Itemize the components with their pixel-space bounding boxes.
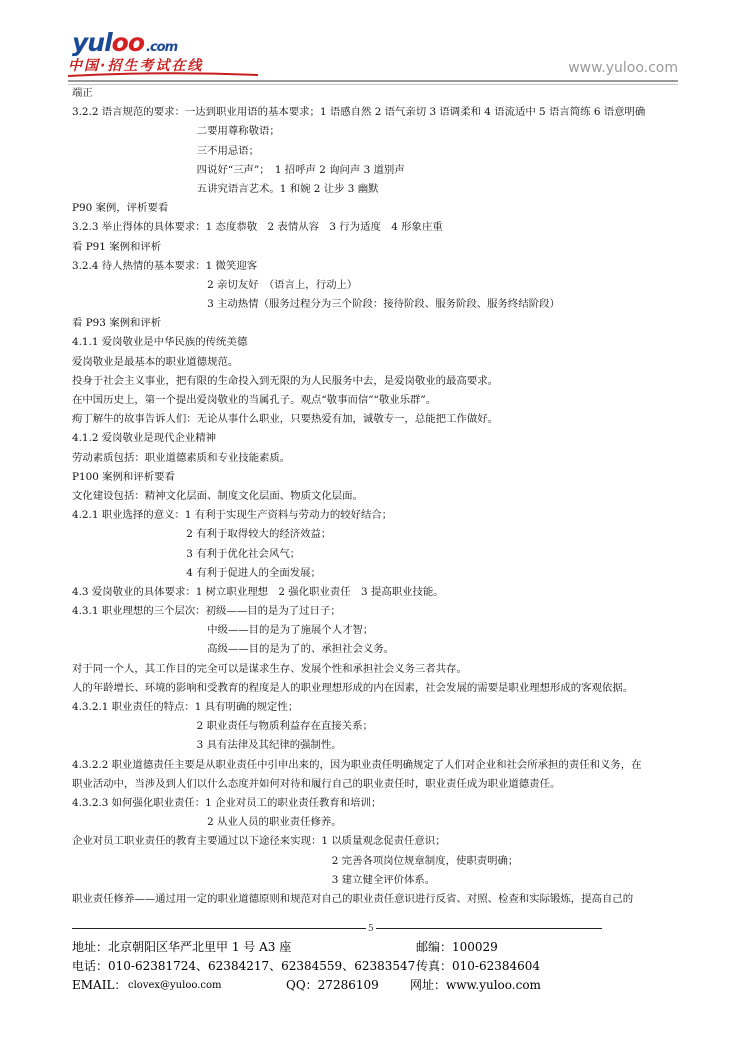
text-line: 4.3.1 职业理想的三个层次：初级——目的是为了过日子； (72, 605, 341, 618)
text-line: 3.2.4 待人热情的基本要求：1 微笑迎客 (72, 259, 258, 272)
text-line: 痀丁解牛的故事告诉人们：无论从事什么职业，只要热爱有加，诚敬专一，总能把工作做好。 (72, 413, 499, 426)
text-line: 五讲究语言艺术。1 和婉 2 让步 3 幽默 (72, 182, 379, 195)
header-divider (68, 80, 678, 82)
document-body (72, 84, 682, 909)
text-line: P90 案例，评析要看 (72, 202, 169, 215)
footer-email-label: EMAIL： (72, 978, 127, 992)
text-line: 看 P93 案例和评析 (72, 317, 162, 330)
footer-postcode: 邮编：100029 (416, 940, 498, 954)
text-line: 3 具有法律及其纪律的强制性。 (72, 739, 342, 752)
text-line: 2 职业责任与物质利益存在直接关系； (72, 720, 373, 733)
text-line: 3 有利于优化社会风气； (72, 547, 301, 560)
text-line: 投身于社会主义事业，把有限的生命投入到无限的为人民服务中去，是爱岗敬业的最高要求。 (72, 374, 499, 387)
text-line: 文化建设包括：精神文化层面、制度文化层面、物质文化层面。 (72, 489, 363, 502)
text-line: 4.3 爱岗敬业的具体要求：1 树立职业理想 2 强化职业责任 3 提高职业技能。 (72, 585, 444, 598)
text-line: 在中国历史上，第一个提出爱岗敬业的当属孔子。观点“敬事而信”“敬业乐群”。 (72, 394, 437, 406)
text-line: 2 完善各项岗位规章制度，使职责明确； (72, 854, 519, 867)
text-line: 4.1.1 爱岗敬业是中华民族的传统美德 (72, 336, 248, 349)
footer-divider (72, 928, 602, 929)
text-line: 3 建立健全评价体系。 (72, 873, 436, 886)
text-line: 3 主动热情（服务过程分为三个阶段：接待阶段、服务阶段、服务终结阶段） (72, 298, 560, 311)
text-line: 2 亲切友好 （语言上，行动上） (72, 278, 358, 291)
text-line: 4 有利于促进人的全面发展； (72, 566, 321, 579)
yuloo-logo[interactable] (68, 28, 268, 76)
text-line: 4.3.2.2 职业道德责任主要是从职业责任中引申出来的，因为职业责任明确规定了人们对企业和社会所承担的责任和义务，在 (72, 758, 642, 771)
logo-wordmark: yuloo .com (72, 28, 178, 57)
text-line: 高级——目的是为了的、承担社会义务。 (72, 643, 395, 656)
footer-qq: QQ：27286109 (286, 978, 379, 992)
footer-website[interactable]: 网址：www.yuloo.com (410, 978, 541, 992)
text-line: 4.2.1 职业选择的意义：1 有利于实现生产资料与劳动力的较好结合； (72, 509, 393, 522)
text-line: 4.3.2.3 如何强化职业责任：1 企业对员工的职业责任教育和培训； (72, 796, 382, 809)
header-site-url[interactable]: www.yuloo.com (568, 60, 678, 76)
text-line: 职业责任修养——通过用一定的职业道德原则和规范对自己的职业责任意识进行反省、对照、检查和实际锻炼，提高自己的 (72, 892, 634, 905)
text-line: 2 有利于取得较大的经济效益； (72, 528, 332, 541)
text-line: 企业对员工职业责任的教育主要通过以下途径来实现：1 以质量观念促责任意识； (72, 835, 446, 848)
footer-fax: 传真：010-62384604 (416, 959, 541, 973)
text-line: 职业活动中，当涉及到人们以什么态度并如何对待和履行自己的职业责任时，职业责任成为职业道德责任。 (72, 777, 561, 790)
page-footer (72, 938, 632, 995)
text-line: 二要用尊称敬语； (72, 125, 280, 138)
text-line: 4.1.2 爱岗敬业是现代企业精神 (72, 432, 217, 445)
text-line: 4.3.2.1 职业责任的特点：1 具有明确的规定性； (72, 701, 299, 713)
text-line: 3.2.2 语言规范的要求：一达到职业用语的基本要求；1 语感自然 2 语气亲切 3 语调柔和 4 语流适中 5 语言简练 6 语意明确 (72, 106, 646, 119)
footer-address: 地址：北京朝阳区华严北里甲 1 号 A3 座 (72, 940, 292, 954)
text-line: 端正 (72, 87, 93, 99)
logo-slogan: 中国·招生考试在线 (68, 58, 204, 74)
text-line: 看 P91 案例和评析 (72, 240, 162, 253)
text-line: 2 从业人员的职业责任修养。 (72, 816, 342, 829)
page-number: 5 (368, 924, 374, 934)
logo-swoosh-icon (68, 72, 258, 78)
footer-email[interactable]: clovex@yuloo.com (128, 980, 222, 991)
text-line: 人的年龄增长、环境的影响和受教育的程度是人的职业理想形成的内在因素，社会发展的需要是职业理想形成的客观依据。 (72, 681, 634, 694)
text-line: 四说好“三声”； 1 招呼声 2 询问声 3 道别声 (72, 163, 405, 176)
text-line: 爱岗敬业是最基本的职业道德规范。 (72, 355, 239, 368)
text-line: 中级——目的是为了施展个人才智； (72, 624, 374, 637)
text-line: 劳动素质包括：职业道德素质和专业技能素质。 (72, 451, 291, 464)
text-line: 对于同一个人，其工作目的完全可以是谋求生存、发展个性和承担社会义务三者共存。 (72, 662, 467, 675)
text-line: P100 案例和评析要看 (72, 470, 175, 483)
text-line: 3.2.3 举止得体的具体要求：1 态度恭敬 2 表情从容 3 行为适度 4 形象庄重 (72, 221, 443, 234)
footer-phone: 电话：010-62381724、62384217、62384559、62383547 (72, 959, 416, 973)
page-header (68, 22, 678, 84)
text-line: 三不用忌语； (72, 144, 260, 157)
